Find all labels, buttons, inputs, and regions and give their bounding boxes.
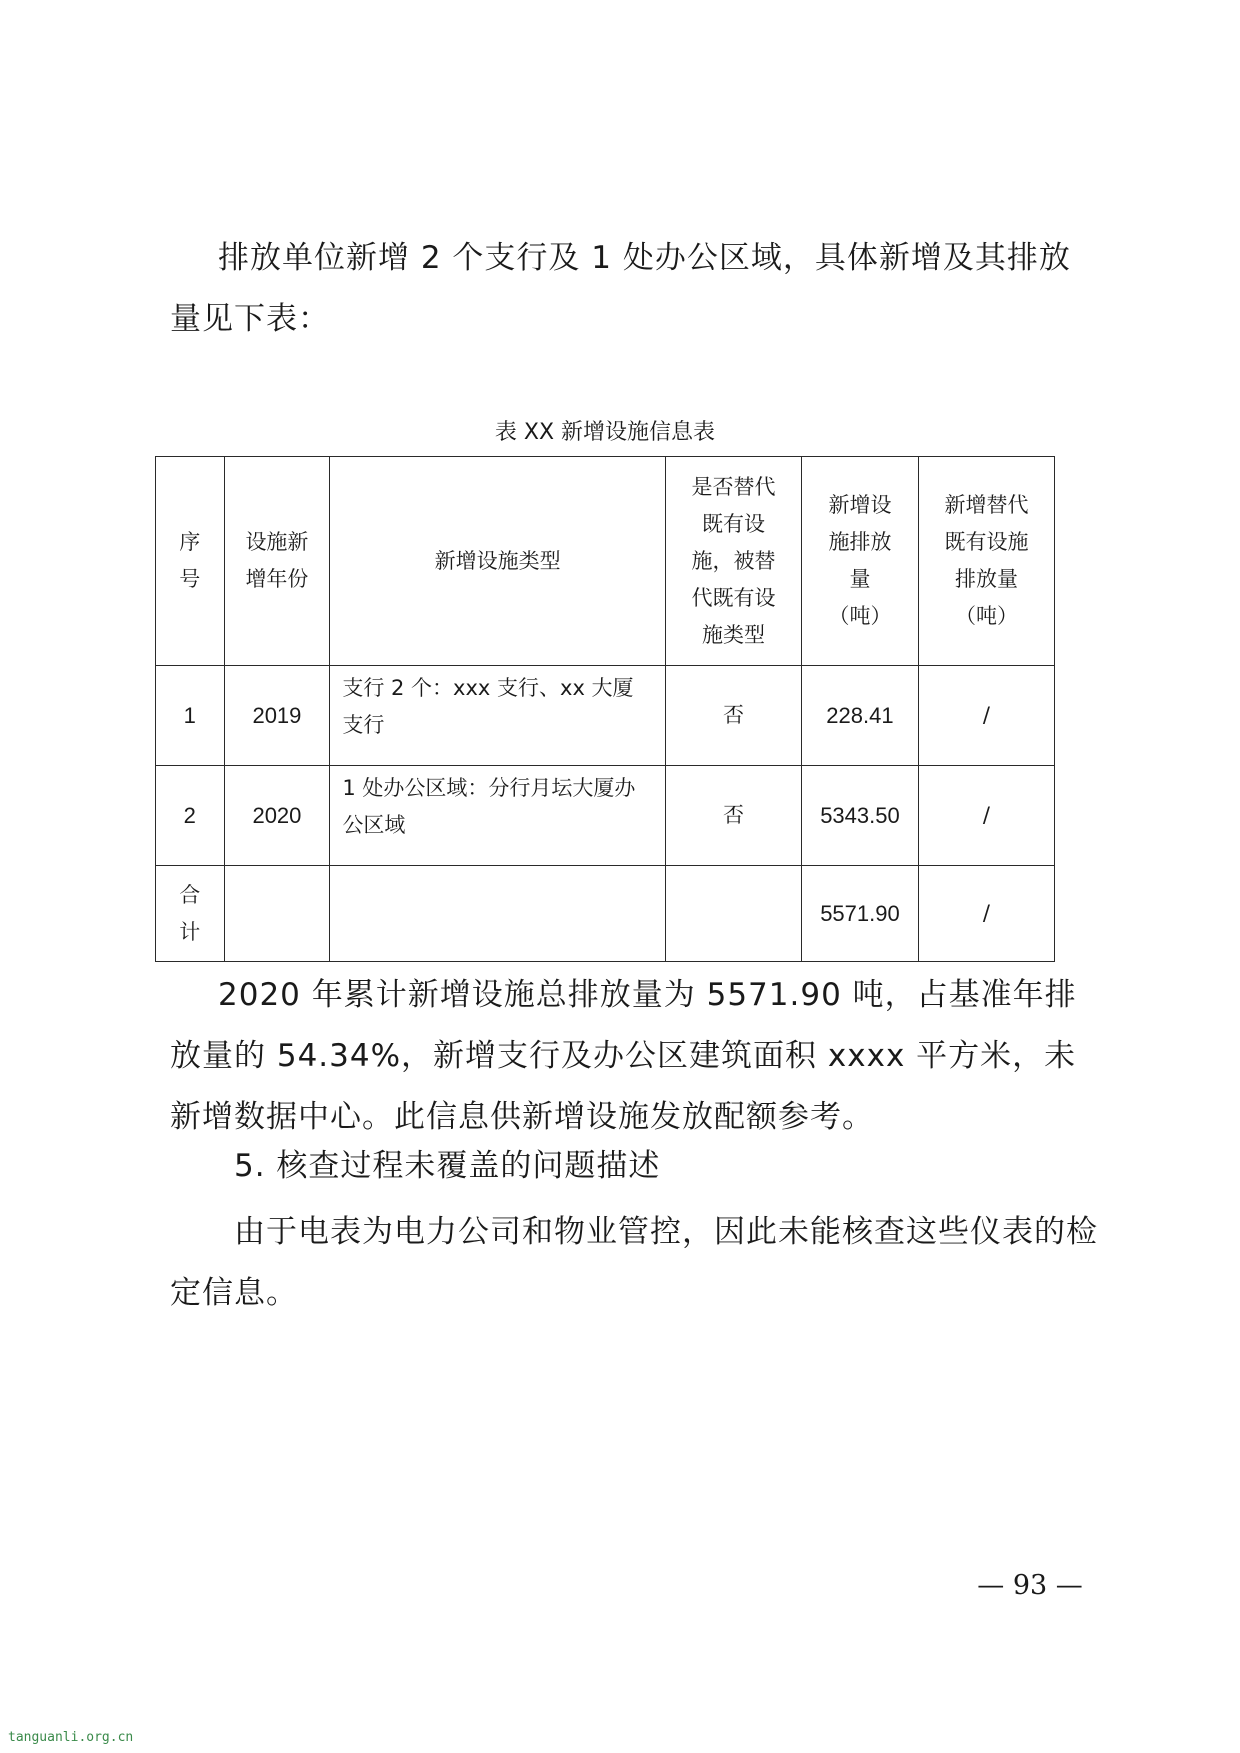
cell-replaced-emission: / — [918, 666, 1054, 766]
issue-paragraph: 由于电表为电力公司和物业管控，因此未能核查这些仪表的检定信息。 — [170, 1214, 1098, 1311]
cell-replaced-emission: / — [918, 766, 1054, 866]
header-replaced-emission: 新增替代 既有设施 排放量 （吨） — [918, 457, 1054, 666]
cell-seq: 1 — [156, 666, 225, 766]
cell-type: 支行 2 个：xxx 支行、xx 大厦支行 — [330, 666, 666, 766]
intro-paragraph: 排放单位新增 2 个支行及 1 处办公区域，具体新增及其排放量见下表： — [170, 240, 1071, 337]
cell-total-emission: 5571.90 — [802, 866, 919, 962]
table-row — [156, 766, 1055, 866]
header-type: 新增设施类型 — [330, 457, 666, 666]
cell-total-replaced-emission: / — [918, 866, 1054, 962]
page-number: — 93 — — [977, 1570, 1083, 1601]
cell-emission: 5343.50 — [802, 766, 919, 866]
watermark: tanguanli.org.cn — [8, 1730, 134, 1745]
table-caption: 表 XX 新增设施信息表 — [494, 420, 716, 445]
table-row — [156, 666, 1055, 766]
cell-year: 2019 — [224, 666, 330, 766]
cell-type: 1 处办公区域：分行月坛大厦办公区域 — [330, 766, 666, 866]
cell-replace: 否 — [665, 766, 801, 866]
summary-paragraph: 2020 年累计新增设施总排放量为 5571.90 吨，占基准年排放量的 54.34%，新增支行及办公区建筑面积 xxxx 平方米，未新增数据中心。此信息供新增设施发放配额参考。 — [170, 977, 1077, 1135]
table-total-row — [156, 866, 1055, 962]
section-heading: 5. 核查过程未覆盖的问题描述 — [234, 1148, 661, 1184]
cell-year: 2020 — [224, 766, 330, 866]
cell-replace: 否 — [665, 666, 801, 766]
cell-emission: 228.41 — [802, 666, 919, 766]
header-emission: 新增设 施排放 量 （吨） — [802, 457, 919, 666]
new-facility-table — [155, 456, 1055, 962]
cell-seq: 2 — [156, 766, 225, 866]
cell-empty — [665, 866, 801, 962]
table-header-row — [156, 457, 1055, 666]
header-seq: 序 号 — [156, 457, 225, 666]
cell-empty — [224, 866, 330, 962]
header-replace: 是否替代 既有设 施，被替 代既有设 施类型 — [665, 457, 801, 666]
cell-total-label: 合 计 — [156, 866, 225, 962]
header-year: 设施新 增年份 — [224, 457, 330, 666]
cell-empty — [330, 866, 666, 962]
